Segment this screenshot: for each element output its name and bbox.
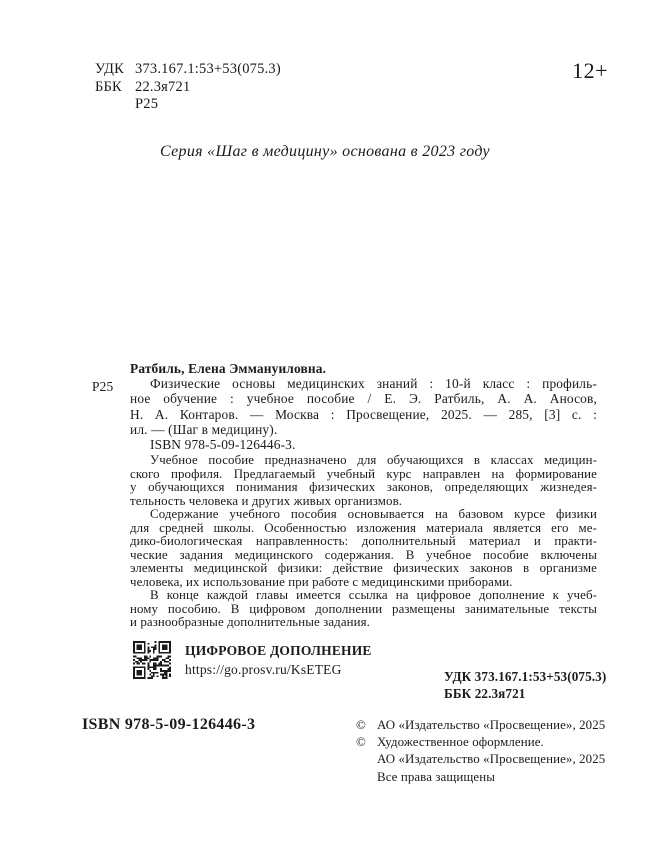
author-sign: Р25 bbox=[135, 96, 159, 112]
biblio-line: Н. А. Контаров. — Москва : Просвещение, 2025. — 285, [3] с. : bbox=[130, 406, 597, 422]
annotation-line: дико-биологическая направленность: дополнительный материал и практи- bbox=[130, 534, 597, 549]
annotation bbox=[130, 454, 597, 630]
annotation-line: Содержание учебного пособия основывается на базовом курсе физики bbox=[150, 507, 597, 522]
annotation-line: у обучающихся понимания физических законов, определяющих жизнедея- bbox=[130, 480, 597, 495]
annotation-line: ному пособию. В цифровом дополнении размещены занимательные тексты bbox=[130, 601, 597, 616]
bottom-bbk: ББК 22.3я721 bbox=[444, 685, 526, 701]
annotation-line: для средней школы. Особенностью изложения материала является его ме- bbox=[130, 520, 597, 535]
bibliographic-record bbox=[130, 361, 597, 452]
annotation-line: и разнообразные дополнительные задания. bbox=[130, 615, 371, 630]
biblio-line: Физические основы медицинских знаний : 10-й класс : профиль- bbox=[150, 376, 597, 392]
annotation-line: Учебное пособие предназначено для обучающихся в классах медицин- bbox=[150, 453, 597, 468]
bbk-label: ББК bbox=[95, 78, 122, 95]
copyright-line: АО «Издательство «Просвещение», 2025 bbox=[377, 752, 606, 767]
main-text-block bbox=[130, 361, 597, 630]
spacer bbox=[356, 769, 377, 786]
annotation-line: человека, их использование при работе с медицинскими приборами. bbox=[130, 574, 513, 589]
annotation-line: элементы медицинской физики: действие физических законов в организме bbox=[130, 561, 597, 576]
biblio-isbn: ISBN 978-5-09-126446-3. bbox=[150, 437, 296, 453]
biblio-author: Ратбиль, Елена Эммануиловна. bbox=[130, 361, 327, 376]
isbn-bottom: ISBN 978-5-09-126446-3 bbox=[82, 716, 256, 733]
udk-value: 373.167.1:53+53(075.3) bbox=[135, 61, 281, 77]
annotation-line: ского профиля. Предлагаемый учебный курс направлен на формирование bbox=[130, 466, 597, 481]
age-rating: 12+ bbox=[572, 58, 608, 83]
qr-code-icon bbox=[133, 641, 171, 679]
copyright-symbol: © bbox=[356, 718, 366, 732]
biblio-line: ил. — (Шаг в медицину). bbox=[130, 421, 278, 437]
biblio-line: ное обучение : учебное пособие / Е. Э. Ратбиль, А. А. Аносов, bbox=[130, 391, 597, 407]
annotation-line: В конце каждой главы имеется ссылка на цифровое дополнение к учеб- bbox=[150, 588, 597, 603]
copyright-line: Все права защищены bbox=[377, 769, 495, 784]
catalog-code: Р25 bbox=[92, 379, 114, 394]
spacer bbox=[356, 751, 377, 768]
digital-supplement-title: ЦИФРОВОЕ ДОПОЛНЕНИЕ bbox=[185, 643, 372, 658]
spacer bbox=[95, 96, 129, 114]
bbk-value: 22.3я721 bbox=[135, 78, 191, 95]
copyright-block bbox=[356, 717, 605, 786]
digital-supplement-url: https://go.prosv.ru/KsETEG bbox=[185, 662, 342, 677]
bottom-udk: УДК 373.167.1:53+53(075.3) bbox=[444, 669, 607, 684]
top-classification-block bbox=[95, 61, 281, 114]
udk-label: УДК bbox=[95, 61, 124, 77]
annotation-line: тельность человека и других живых организмов. bbox=[130, 493, 403, 508]
annotation-line: ческие задания медицинского содержания. В учебное пособие включены bbox=[130, 547, 597, 562]
copyright-line: Художественное оформление. bbox=[377, 735, 544, 750]
copyright-line: АО «Издательство «Просвещение», 2025 bbox=[377, 718, 606, 732]
series-note: Серия «Шаг в медицину» основана в 2023 году bbox=[160, 143, 490, 160]
bottom-classification-block bbox=[444, 669, 606, 702]
copyright-symbol: © bbox=[356, 735, 366, 750]
